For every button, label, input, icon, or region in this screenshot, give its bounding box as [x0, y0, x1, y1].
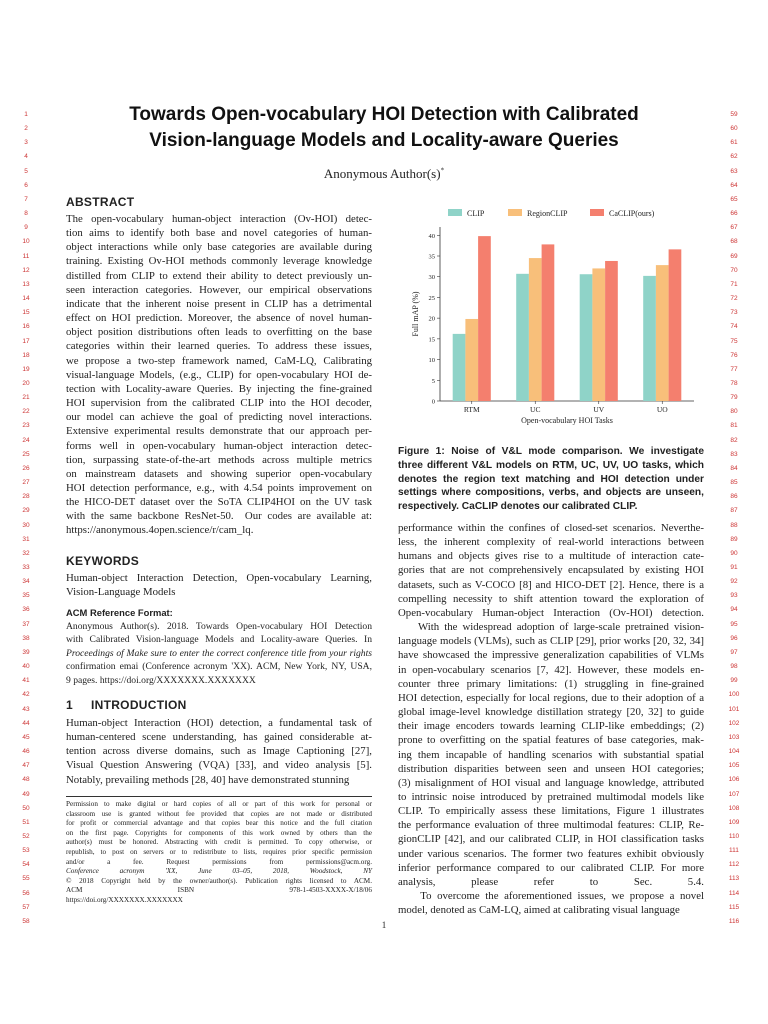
- line-number: 108: [728, 804, 740, 812]
- keywords-text: [66, 571, 372, 599]
- line-number: 73: [730, 309, 738, 317]
- bar-UC-CaCLIP(ours): [542, 244, 555, 401]
- line-number: 70: [730, 266, 738, 274]
- line-number: 44: [22, 719, 30, 727]
- caption-line: Figure 1: Noise of V&L mode comparison. We investigate: [398, 446, 704, 457]
- body-line: datasets, such as V-COCO [8] and HICO-DET [2]. Hence, there is a: [398, 578, 704, 591]
- line-number: 35: [22, 592, 30, 600]
- abstract-line: object position distributions often leads to overfitting on the base: [66, 326, 372, 339]
- abstract-line: visual-language Models, (e.g., CLIP) for open-vocabulary HOI de-: [66, 368, 372, 381]
- line-number: 61: [730, 139, 738, 147]
- line-number: 64: [730, 181, 738, 189]
- abstract-heading: ABSTRACT: [66, 195, 135, 209]
- abstract-line: effect on HOI prediction. Moreover, the absence of novel human-: [66, 312, 372, 325]
- abstract-line: The open-vocabulary human-object interaction (Ov-HOI) detec-: [66, 213, 372, 225]
- abstract-line: with the same backbone ResNet-50. Our codes are available at:: [66, 510, 372, 523]
- body-line: ing them incapable of handling scenarios with substantial spatial: [398, 748, 704, 761]
- line-number: 57: [22, 903, 30, 911]
- keywords-heading: KEYWORDS: [66, 554, 140, 568]
- abstract-line: tion aims to identify both base and novel categories of human-: [66, 227, 372, 240]
- line-number: 78: [730, 379, 738, 387]
- line-number: 75: [730, 337, 738, 345]
- line-number: 11: [22, 252, 30, 260]
- body-line: in open-vocabulary scenarios [7, 42]. However, these models en-: [398, 663, 704, 676]
- line-number: 74: [730, 323, 738, 331]
- abstract-line: categories within their learned queries. To address these issues,: [66, 340, 372, 353]
- line-number: 97: [730, 648, 738, 656]
- line-number: 87: [730, 507, 738, 515]
- acm-ref-line: with Calibrated Vision-language Models and Locality-aware Queries. In: [66, 634, 372, 645]
- caption-line: settings where compositions, verbs, and objects are unseen,: [398, 487, 704, 499]
- line-number: 62: [730, 153, 738, 161]
- line-number: 12: [22, 266, 30, 274]
- line-number: 85: [730, 479, 738, 487]
- footnote-line: Permission to make digital or hard copies of all or part of this work for personal or: [66, 800, 372, 808]
- legend-swatch-1: [508, 209, 522, 216]
- abstract-line: indicate that the inherent noise present in CLIP has a detrimental: [66, 297, 372, 310]
- line-number: 103: [728, 733, 740, 741]
- line-number: 37: [22, 620, 30, 628]
- y-tick-label: 30: [428, 274, 435, 282]
- y-tick-label: 15: [428, 336, 435, 344]
- line-number: 45: [22, 733, 30, 741]
- line-number: 51: [22, 818, 30, 826]
- line-number: 29: [22, 507, 30, 515]
- line-number: 60: [730, 125, 738, 133]
- copyright-footnote: [66, 800, 372, 906]
- line-number: 53: [22, 847, 30, 855]
- line-number: 58: [22, 917, 30, 925]
- line-number: 95: [730, 620, 738, 628]
- line-number: 114: [728, 889, 740, 897]
- line-number: 56: [22, 889, 30, 897]
- x-tick-label-RTM: RTM: [463, 405, 480, 414]
- line-number: 105: [728, 762, 740, 770]
- x-axis-title: Open-vocabulary HOI Tasks: [521, 416, 613, 425]
- line-number: 116: [728, 917, 740, 925]
- line-number: 26: [22, 464, 30, 472]
- y-tick-label: 25: [428, 294, 435, 302]
- footnote-line: © 2018 Copyright held by the owner/author(s). Publication rights licensed to ACM.: [66, 876, 372, 885]
- line-number: 52: [22, 832, 30, 840]
- body-line: language models (VLMs), such as CLIP [29], prior works [20, 32, 34]: [398, 635, 704, 648]
- line-number: 46: [22, 748, 30, 756]
- body-line: CLIP. To empirically assess these limitations, Figure 1 illustrates: [398, 805, 704, 818]
- bar-UO-RegionCLIP: [656, 265, 669, 401]
- line-number: 94: [730, 606, 738, 614]
- line-number: 59: [730, 111, 738, 118]
- body-line: distribution disparities between seen and unseen HOI categories;: [398, 762, 704, 775]
- line-number: 9: [24, 224, 28, 232]
- body-line: Open-vocabulary Human-object Interaction (Ov-HOI) detection.: [398, 606, 704, 619]
- y-tick-label: 35: [428, 253, 435, 261]
- line-number: 31: [22, 535, 30, 543]
- line-number: 40: [22, 663, 30, 671]
- body-line: humans and objects gives rise to a multitude of interaction cate-: [398, 550, 704, 563]
- body-line: their image encoders towards learning CLIP-like embeddings; (2): [398, 720, 704, 733]
- line-number: 68: [730, 238, 738, 246]
- footnote-line: classroom use is granted without fee provided that copies are not made or distributed: [66, 809, 372, 818]
- body-line: prone to overfitting on the spatial features of base categories, mak-: [398, 734, 704, 747]
- line-number: 13: [22, 280, 30, 288]
- line-number: 18: [22, 351, 30, 359]
- body-line: With the widespread adoption of large-scale pretrained vision-: [398, 621, 704, 634]
- line-number: 83: [730, 450, 738, 458]
- line-number: 72: [730, 295, 738, 303]
- line-number: 112: [728, 861, 740, 869]
- body-line: model, denoted as CaM-LQ, aimed at calibrating visual language: [398, 904, 680, 917]
- line-number: 47: [22, 762, 30, 770]
- x-tick-label-UV: UV: [593, 405, 605, 414]
- footnote-line: republish, to post on servers or to redistribute to lists, requires prior specific permission: [66, 847, 372, 856]
- x-tick-label-UC: UC: [530, 405, 541, 414]
- line-number: 96: [730, 634, 738, 642]
- acm-ref-line: confirmation emai (Conference acronym 'XX). ACM, New York, NY, USA,: [66, 661, 372, 672]
- abstract-line: forms well in open-vocabulary human-object interaction detec-: [66, 439, 372, 452]
- intro-line: human-centered scene understanding, has gained considerable at-: [66, 731, 372, 744]
- abstract-text: [66, 212, 372, 538]
- line-number: 63: [730, 167, 738, 175]
- line-number: 54: [22, 861, 30, 869]
- right-body-text: [398, 521, 704, 917]
- line-number: 106: [728, 776, 740, 784]
- line-number: 104: [728, 748, 740, 756]
- caption-line: respectively. CaCLIP denotes our calibrated CLIP.: [398, 501, 638, 513]
- footnote-rule: [66, 796, 372, 797]
- line-number: 6: [24, 181, 28, 189]
- line-number: 36: [22, 606, 30, 614]
- abstract-line: seen interaction categories. However, our empirical observations: [66, 283, 372, 296]
- line-number: 2: [24, 125, 28, 133]
- bar-UV-CLIP: [580, 274, 593, 401]
- abstract-line: the HICO-DET dataset over the SoTA CLIP4HOI on the UV task: [66, 496, 372, 509]
- body-line: gories that are not comprehensively encapsulated by existing HOI: [398, 564, 704, 577]
- abstract-line: https://anonymous.4open.science/r/cam_lq.: [66, 524, 254, 537]
- acm-reference: [66, 606, 372, 687]
- line-number: 115: [728, 903, 740, 911]
- bar-UO-CLIP: [643, 276, 656, 401]
- body-line: performance within the confines of closed-set scenarios. Neverthe-: [398, 522, 704, 534]
- abstract-line: tection with Locality-aware Queries. By injecting the fine-grained: [66, 382, 372, 395]
- line-number: 3: [24, 139, 28, 147]
- author-line: [66, 166, 702, 182]
- abstract-line: distilled from CLIP to extend their ability to detect previously un-: [66, 269, 372, 282]
- abstract-line: we propose a two-step framework named, CaM-LQ, Calibrating: [66, 354, 372, 367]
- line-number: 16: [22, 323, 30, 331]
- line-number: 4: [24, 153, 28, 161]
- footnote-line: ACM ISBN 978-1-4503-XXXX-X/18/06: [66, 886, 372, 895]
- bar-RTM-CaCLIP(ours): [478, 236, 491, 401]
- line-number: 21: [22, 394, 30, 402]
- legend-label-2: CaCLIP(ours): [609, 209, 655, 218]
- line-number: 67: [730, 224, 738, 232]
- line-number: 77: [730, 365, 738, 373]
- body-line: HOI detection, especially for local regions, due to their adoption of a: [398, 691, 704, 704]
- line-number: 69: [730, 252, 738, 260]
- line-number: 41: [22, 677, 30, 685]
- line-number: 86: [730, 493, 738, 501]
- line-number: 17: [22, 337, 30, 345]
- line-number: 55: [22, 875, 30, 883]
- acm-ref-line: 9 pages. https://doi.org/XXXXXXX.XXXXXXX: [66, 674, 256, 686]
- legend-swatch-0: [448, 209, 462, 216]
- line-number: 84: [730, 464, 738, 472]
- line-number: 27: [22, 479, 30, 487]
- abstract-line: training. Existing Ov-HOI methods commonly leverage knowledge: [66, 255, 372, 268]
- y-tick-label: 0: [431, 398, 435, 406]
- line-number: 48: [22, 776, 30, 784]
- line-number: 93: [730, 592, 738, 600]
- body-line: To overcome the aforementioned issues, we propose a novel: [398, 890, 704, 903]
- intro-line: Visual Question Answering (VQA) [33], and video analysis [5].: [66, 759, 372, 772]
- line-number: 38: [22, 634, 30, 642]
- body-line: (3) misalignment of HOI visual and language knowledge, attributed: [398, 776, 704, 789]
- bar-UV-CaCLIP(ours): [605, 261, 618, 401]
- line-number: 89: [730, 535, 738, 543]
- caption-line: three different V&L models on RTM, UC, UV, UO tasks, which: [398, 459, 704, 471]
- bar-UC-CLIP: [516, 274, 529, 401]
- body-line: gionCLIP [42], and our calibrated CLIP, in HOI classification tasks: [398, 833, 704, 846]
- line-number: 66: [730, 210, 738, 218]
- line-number: 30: [22, 521, 30, 529]
- line-number: 99: [730, 677, 738, 685]
- line-number: 113: [728, 875, 740, 883]
- body-line: analysis, please refer to Sec. 5.4.: [398, 875, 704, 888]
- line-number: 19: [22, 365, 30, 373]
- y-tick-label: 40: [428, 232, 435, 240]
- line-number: 98: [730, 663, 738, 671]
- bar-RTM-CLIP: [453, 334, 466, 401]
- abstract-line: our model can achieve the goal of predicting novel interactions.: [66, 411, 372, 424]
- abstract-line: Extensive experimental results demonstrate that our approach per-: [66, 425, 372, 438]
- line-number: 25: [22, 450, 30, 458]
- intro-heading-label: INTRODUCTION: [90, 698, 187, 712]
- bar-UO-CaCLIP(ours): [669, 249, 682, 401]
- line-number: 65: [730, 195, 738, 203]
- acm-ref-line: Anonymous Author(s). 2018. Towards Open-vocabulary HOI Detection: [66, 620, 372, 632]
- line-number: 50: [22, 804, 30, 812]
- author-mark: *: [440, 166, 445, 175]
- abstract-line: object interactions while only base categories are available during: [66, 241, 372, 254]
- y-tick-label: 10: [428, 357, 435, 365]
- body-line: counter three primary limitations: (1) struggling in fine-grained: [398, 677, 704, 690]
- line-number: 20: [22, 379, 30, 387]
- y-tick-label: 5: [431, 377, 435, 385]
- legend-label-1: RegionCLIP: [527, 209, 568, 218]
- y-tick-label: 20: [428, 315, 435, 323]
- line-number: 110: [728, 832, 740, 840]
- body-line: to intrinsic noise introduced by pretrained multimodal models like: [398, 790, 704, 803]
- line-number: 107: [728, 790, 740, 798]
- footnote-line: for profit or commercial advantage and that copies bear this notice and the full citation: [66, 819, 372, 828]
- line-number: 79: [730, 394, 738, 402]
- acm-ref-heading: ACM Reference Format:: [66, 607, 173, 618]
- body-line: inferior performance compared to our calibrated CLIP. For more: [398, 861, 704, 874]
- line-number: 1: [24, 111, 28, 118]
- line-number: 39: [22, 648, 30, 656]
- line-number: 43: [22, 705, 30, 713]
- abstract-line: HOI supervision from the calibrated CLIP into the HOI decoder,: [66, 397, 372, 410]
- title-line-2: Vision-language Models and Locality-aware Queries: [149, 130, 619, 151]
- line-number: 7: [24, 195, 28, 203]
- paper-title: [66, 102, 702, 154]
- line-number: 42: [22, 691, 30, 699]
- line-number: 14: [22, 295, 30, 303]
- acm-ref-line: Proceedings of Make sure to enter the correct conference title from your rights: [66, 647, 372, 659]
- footnote-line: on the first page. Copyrights for components of this work owned by others than the: [66, 828, 372, 837]
- bar-UV-RegionCLIP: [592, 268, 605, 401]
- x-tick-label-UO: UO: [656, 405, 668, 414]
- intro-text: [66, 716, 372, 787]
- footnote-line: author(s) must be honored. Abstracting with credit is permitted. To copy otherwise, or: [66, 838, 372, 847]
- figure-1-bar-chart: [398, 203, 704, 433]
- legend-label-0: CLIP: [467, 209, 485, 218]
- line-number: 10: [22, 238, 30, 246]
- intro-line: Notably, prevailing methods [28, 40] have demonstrated stunning: [66, 773, 350, 786]
- footnote-line: and/or a fee. Request permissions from permissions@acm.org.: [66, 857, 372, 866]
- line-number: 8: [24, 210, 28, 218]
- author-name: Anonymous Author(s): [323, 166, 441, 181]
- keywords-line: Vision-Language Models: [66, 586, 176, 599]
- intro-heading-number: 1: [66, 698, 73, 712]
- line-number: 100: [728, 691, 740, 699]
- line-number: 22: [22, 408, 30, 416]
- bar-UC-RegionCLIP: [529, 258, 542, 401]
- bar-RTM-RegionCLIP: [465, 319, 478, 401]
- line-number: 102: [728, 719, 740, 727]
- line-number: 28: [22, 493, 30, 501]
- line-number: 81: [730, 422, 738, 430]
- intro-heading: [66, 698, 187, 712]
- acm-ref-body: [66, 620, 372, 688]
- body-line: under various scenarios. The former two features exhibit obviously: [398, 847, 704, 860]
- line-number: 49: [22, 790, 30, 798]
- page-number: 1: [381, 920, 387, 930]
- line-number: 91: [730, 564, 738, 571]
- y-axis-title: Full mAP (%): [411, 291, 420, 337]
- line-number: 90: [730, 549, 738, 557]
- body-line: less, the inherent complexity of real-world interactions between: [398, 536, 704, 549]
- footnote-line: Conference acronym 'XX, June 03–05, 2018, Woodstock, NY: [66, 867, 372, 876]
- abstract-line: tion, surpassing state-of-the-art methods across multiple metrics: [66, 453, 372, 466]
- caption-line: denotes the region text matching and HOI detection under: [398, 473, 704, 485]
- abstract-line: on mainstream datasets and showing superior open-vocabulary: [66, 467, 372, 480]
- left-line-numbers: [14, 108, 38, 929]
- body-line: compelling necessity to shift attention toward the exploration of: [398, 592, 704, 605]
- legend-swatch-2: [590, 209, 604, 216]
- intro-line: Human-object Interaction (HOI) detection, a fundamental task of: [66, 717, 372, 729]
- body-line: have showcased the impressive generalization capabilities of VLMs: [398, 649, 704, 662]
- line-number: 24: [22, 436, 30, 444]
- right-line-numbers: [722, 108, 746, 929]
- line-number: 92: [730, 578, 738, 586]
- line-number: 32: [22, 549, 30, 557]
- body-line: the performance evaluation of three multimodal features: CLIP, Re-: [398, 819, 704, 832]
- line-number: 15: [22, 309, 30, 317]
- line-number: 80: [730, 408, 738, 416]
- body-line: global image-level knowledge distillation strategy [20, 32] to guide: [398, 706, 704, 719]
- line-number: 76: [730, 351, 738, 359]
- line-number: 23: [22, 422, 30, 430]
- line-number: 109: [728, 818, 740, 826]
- figure-1-caption: [398, 445, 704, 514]
- title-line-1: Towards Open-vocabulary HOI Detection with Calibrated: [129, 104, 639, 125]
- line-number: 34: [22, 578, 30, 586]
- abstract-line: HOI detection performance, e.g., with 4.54 points improvement on: [66, 481, 372, 494]
- line-number: 33: [22, 564, 30, 571]
- line-number: 101: [728, 705, 740, 713]
- line-number: 5: [24, 167, 28, 175]
- keywords-line: Human-object Interaction Detection, Open-vocabulary Learning,: [66, 572, 372, 584]
- line-number: 111: [729, 847, 739, 855]
- footnote-line: https://doi.org/XXXXXXX.XXXXXXX: [66, 895, 183, 904]
- line-number: 82: [730, 436, 738, 444]
- intro-line: tention across diverse domains, such as Image Captioning [27],: [66, 745, 372, 758]
- line-number: 88: [730, 521, 738, 529]
- line-number: 71: [730, 280, 738, 288]
